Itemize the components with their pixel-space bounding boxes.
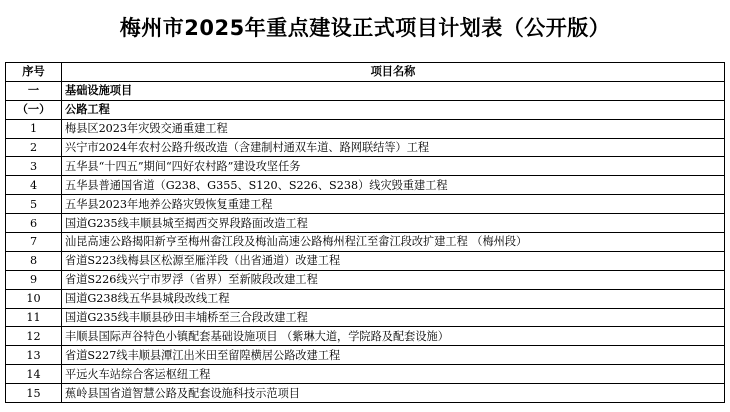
category-row [6, 81, 725, 100]
project-name-cell: 五华县普通国省道（G238、G355、S120、S226、S238）线灾毁重建工程 [62, 176, 725, 195]
serial-number-cell: 一 [6, 81, 62, 100]
page-title: 梅州市2025年重点建设正式项目计划表（公开版） [119, 16, 611, 40]
table-row [6, 384, 725, 403]
project-name-cell: 平远火车站综合客运枢纽工程 [62, 365, 725, 384]
table-row [6, 138, 725, 157]
project-name-cell: 基础设施项目 [62, 81, 725, 100]
project-name-cell: 五华县“十四五”期间“四好农村路”建设攻坚任务 [62, 157, 725, 176]
project-name-cell: 汕昆高速公路揭阳新亨至梅州畲江段及梅汕高速公路梅州程江至畲江段改扩建工程 （梅州段） [62, 233, 725, 252]
serial-number-cell: 10 [6, 289, 62, 308]
project-name-cell: 省道S227线丰顺县潭江出米田至留隍横居公路改建工程 [62, 346, 725, 365]
table-row [6, 214, 725, 233]
project-name-cell: 国道G238线五华县城段改线工程 [62, 289, 725, 308]
project-name-cell: 丰顺县国际声谷特色小镇配套基础设施项目 （紫琳大道，学院路及配套设施） [62, 327, 725, 346]
table-row [6, 176, 725, 195]
header-serial-number: 序号 [6, 63, 62, 82]
serial-number-cell: 13 [6, 346, 62, 365]
serial-number-cell: 1 [6, 119, 62, 138]
project-name-cell: 省道S226线兴宁市罗浮（省界）至新陂段改建工程 [62, 270, 725, 289]
table-row [6, 157, 725, 176]
table-row [6, 270, 725, 289]
table-row [6, 233, 725, 252]
table-row [6, 365, 725, 384]
project-plan-table [5, 62, 725, 403]
table-row [6, 346, 725, 365]
category-row [6, 100, 725, 119]
table-row [6, 289, 725, 308]
serial-number-cell: 12 [6, 327, 62, 346]
project-name-cell: 蕉岭县国省道智慧公路及配套设施科技示范项目 [62, 384, 725, 403]
serial-number-cell: 2 [6, 138, 62, 157]
project-name-cell: 五华县2023年地养公路灾毁恢复重建工程 [62, 195, 725, 214]
project-name-cell: 国道G235线丰顺县城至揭西交界段路面改造工程 [62, 214, 725, 233]
project-name-cell: 国道G235线丰顺县砂田丰埔桥至三合段改建工程 [62, 308, 725, 327]
serial-number-cell: 5 [6, 195, 62, 214]
serial-number-cell: （一） [6, 100, 62, 119]
serial-number-cell: 6 [6, 214, 62, 233]
serial-number-cell: 3 [6, 157, 62, 176]
table-row [6, 119, 725, 138]
serial-number-cell: 15 [6, 384, 62, 403]
table-body [6, 81, 725, 402]
serial-number-cell: 14 [6, 365, 62, 384]
project-name-cell: 公路工程 [62, 100, 725, 119]
table-row [6, 195, 725, 214]
project-name-cell: 省道S223线梅县区松源至雁洋段（出省通道）改建工程 [62, 251, 725, 270]
table-header-row [6, 63, 725, 82]
project-name-cell: 兴宁市2024年农村公路升级改造（含建制村通双车道、路网联结等）工程 [62, 138, 725, 157]
table-row [6, 327, 725, 346]
header-project-name: 项目名称 [62, 63, 725, 82]
serial-number-cell: 4 [6, 176, 62, 195]
serial-number-cell: 11 [6, 308, 62, 327]
project-name-cell: 梅县区2023年灾毁交通重建工程 [62, 119, 725, 138]
table-row [6, 251, 725, 270]
table-row [6, 308, 725, 327]
serial-number-cell: 9 [6, 270, 62, 289]
serial-number-cell: 8 [6, 251, 62, 270]
serial-number-cell: 7 [6, 233, 62, 252]
